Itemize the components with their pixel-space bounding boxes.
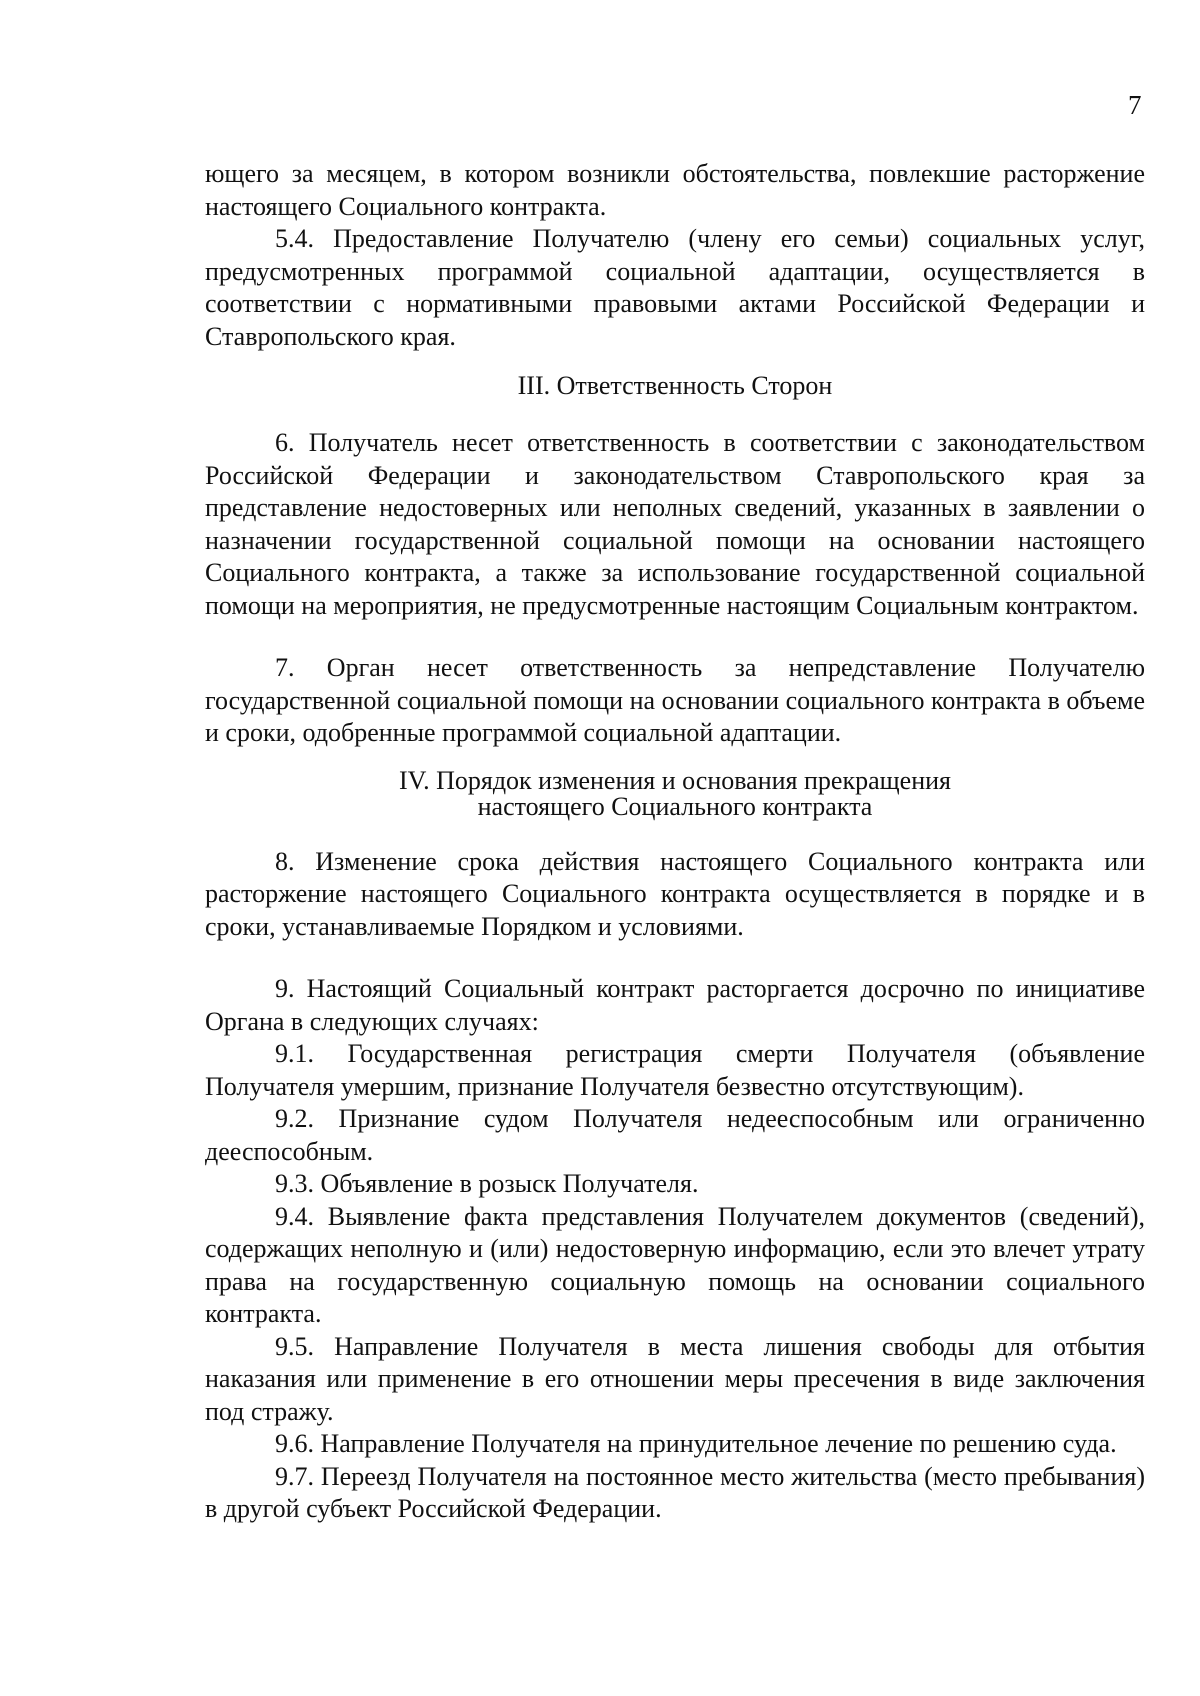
page-number: 7 — [1128, 90, 1142, 120]
section-heading-4-line2: настоящего Социального контракта — [477, 791, 873, 821]
paragraph-8: 8. Изменение срока действия настоящего Социального контракта или расторжение настоящего Социального контракта осуществляется в порядке и в сроки, устанавливаемые Порядком и условиями. — [205, 846, 1145, 941]
paragraph-9-4: 9.4. Выявление факта представления Получателем документов (сведений), содержащих неполную и (или) недостоверную информацию, если это влечет утрату права на государственную социальную помощь на основании социального контракта. — [205, 1201, 1145, 1328]
paragraph-6: 6. Получатель несет ответственность в соответствии с законодательством Российской Федерации и законодательством Ставропольского края за представление недостоверных или неполных сведений, указанных в заявлении о назначении государственной социальной помощи на основании настоящего Социального контракта, а также за использование государственной социальной помощи на мероприятия, не предусмотренные настоящим Социальным контрактом. — [205, 428, 1145, 620]
paragraph-7: 7. Орган несет ответственность за непредставление Получателю государственной социальной помощи на основании социального контракта в объеме и сроки, одобренные программой социальной адаптации. — [205, 653, 1145, 747]
paragraph-9-2: 9.2. Признание судом Получателя недееспособным или ограниченно дееспособным. — [205, 1104, 1145, 1166]
paragraph-9-5: 9.5. Направление Получателя в места лишения свободы для отбытия наказания или применение в его отношении меры пресечения в виде заключения под стражу. — [205, 1331, 1145, 1426]
document-body — [205, 158, 1145, 1526]
paragraph-9: 9. Настоящий Социальный контракт расторгается досрочно по инициативе Органа в следующих случаях: — [205, 974, 1145, 1036]
section-heading-4-line1: IV. Порядок изменения и основания прекращения — [399, 765, 951, 795]
section-heading-3: III. Ответственность Сторон — [517, 371, 833, 400]
paragraph-9-6: 9.6. Направление Получателя на принудительное лечение по решению суда. — [275, 1429, 1117, 1458]
paragraph-9-7: 9.7. Переезд Получателя на постоянное место жительства (место пребывания) в другой субъект Российской Федерации. — [205, 1461, 1145, 1523]
paragraph-9-1: 9.1. Государственная регистрация смерти Получателя (объявление Получателя умершим, признание Получателя безвестно отсутствующим). — [205, 1039, 1145, 1101]
paragraph-5-4: 5.4. Предоставление Получателю (члену его семьи) социальных услуг, предусмотренных программой социальной адаптации, осуществляется в соответствии с нормативными правовыми актами Российской Федерации и Ставропольского края. — [205, 224, 1145, 351]
paragraph-9-3: 9.3. Объявление в розыск Получателя. — [275, 1169, 699, 1198]
paragraph-continuation: ющего за месяцем, в котором возникли обстоятельства, повлекшие расторжение настоящего Социального контракта. — [205, 159, 1145, 221]
